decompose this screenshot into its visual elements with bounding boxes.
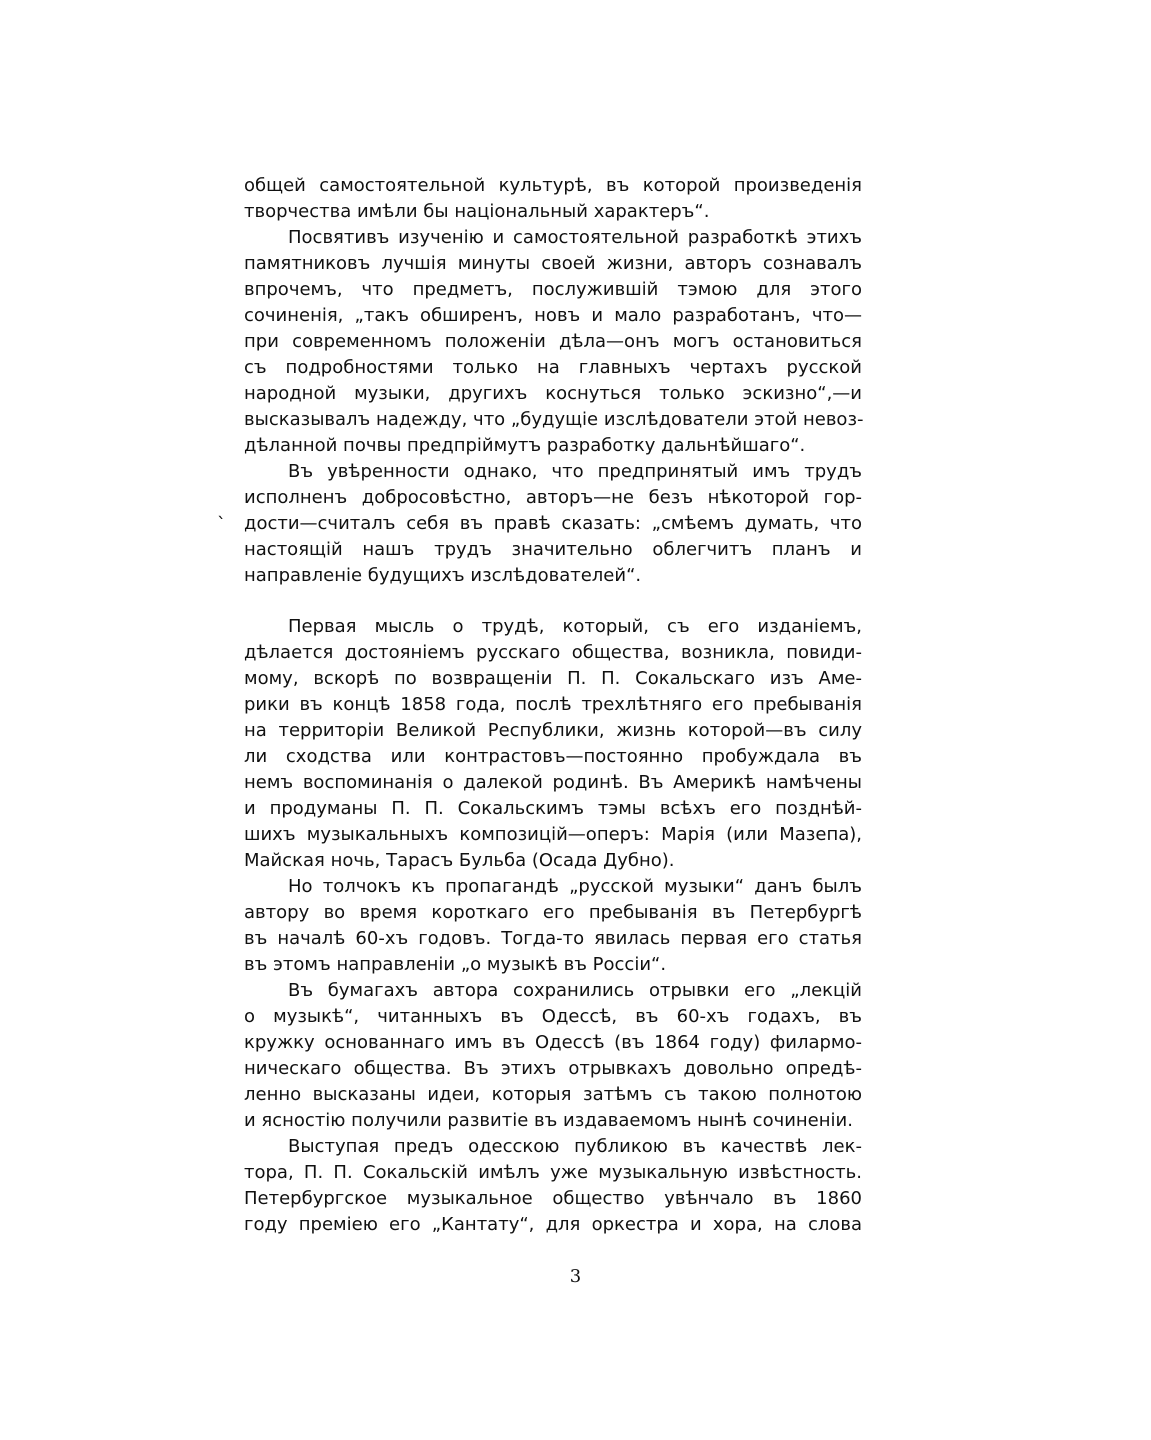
text-line: Но толчокъ къ пропагандѣ „русской музыки“ данъ былъ [288, 876, 862, 897]
text-line: ли сходства или контрастовъ—постоянно пробуждала въ [244, 746, 862, 767]
text-line: на территоріи Великой Республики, жизнь которой—въ силу [244, 720, 862, 741]
text-line: памятниковъ лучшія минуты своей жизни, авторъ сознавалъ [244, 253, 862, 274]
text-line: ническаго общества. Въ этихъ отрывкахъ довольно опредѣ- [244, 1058, 862, 1079]
text-line: тора, П. П. Сокальскій имѣлъ уже музыкальную извѣстность. [244, 1162, 862, 1183]
text-line: мому, вскорѣ по возвращеніи П. П. Сокальскаго изъ Аме- [244, 668, 862, 689]
text-line: сочиненія, „такъ обширенъ, новъ и мало разработанъ, что— [244, 305, 862, 326]
text-line: автору во время короткаго его пребыванія въ Петербургѣ [244, 902, 862, 923]
text-line: съ подробностями только на главныхъ чертахъ русской [244, 357, 862, 378]
text-line: и ясностію получили развитіе въ издаваемомъ нынѣ сочиненіи. [244, 1110, 853, 1131]
text-line: кружку основаннаго имъ въ Одессѣ (въ 1864 году) филармо- [244, 1032, 862, 1053]
text-line: Посвятивъ изученію и самостоятельной разработкѣ этихъ [288, 227, 862, 248]
text-line: дѣланной почвы предпріймутъ разработку дальнѣйшаго“. [244, 435, 806, 456]
margin-mark: ` [217, 514, 226, 535]
text-line: высказывалъ надежду, что „будущіе изслѣдователи этой невоз- [244, 409, 864, 430]
text-line: немъ воспоминанія о далекой родинѣ. Въ Америкѣ намѣчены [244, 772, 862, 793]
page-number: 3 [569, 1266, 582, 1287]
text-line: году преміею его „Кантату“, для оркестра и хора, на слова [244, 1214, 862, 1235]
text-line: ленно высказаны идеи, которыя затѣмъ съ такою полнотою [244, 1084, 862, 1105]
text-line: народной музыки, другихъ коснуться только эскизно“,—и [244, 383, 862, 404]
text-line: настоящій нашъ трудъ значительно облегчитъ планъ и [244, 539, 862, 560]
text-line: шихъ музыкальныхъ композицій—оперъ: Марія (или Мазепа), [244, 824, 862, 845]
text-line: творчества имѣли бы національный характеръ“. [244, 201, 710, 222]
text-line: Майская ночь, Тарасъ Бульба (Осада Дубно). [244, 850, 675, 871]
text-line: Въ бумагахъ автора сохранились отрывки его „лекцій [288, 980, 862, 1001]
text-line: рики въ концѣ 1858 года, послѣ трехлѣтняго его пребыванія [244, 694, 862, 715]
text-line: Выступая предъ одесскою публикою въ качествѣ лек- [288, 1136, 862, 1157]
text-line: въ этомъ направленіи „о музыкѣ въ Россіи“. [244, 954, 667, 975]
text-line: и продуманы П. П. Сокальскимъ тэмы всѣхъ его позднѣй- [244, 798, 862, 819]
text-line: Петербургское музыкальное общество увѣнчало въ 1860 [244, 1188, 862, 1209]
text-line: Въ увѣренности однако, что предпринятый имъ трудъ [288, 461, 862, 482]
text-line: впрочемъ, что предметъ, послужившій тэмою для этого [244, 279, 862, 300]
text-line: въ началѣ 60-хъ годовъ. Тогда-то явилась первая его статья [244, 928, 862, 949]
text-line: Первая мысль о трудѣ, который, съ его изданіемъ, [288, 616, 862, 637]
text-line: дости—считалъ себя въ правѣ сказать: „смѣемъ думать, что [244, 513, 862, 534]
text-line: общей самостоятельной культурѣ, въ которой произведенія [244, 175, 862, 196]
text-line: о музыкѣ“, читанныхъ въ Одессѣ, въ 60-хъ годахъ, въ [244, 1006, 862, 1027]
text-line: исполненъ добросовѣстно, авторъ—не безъ нѣкоторой гор- [244, 487, 862, 508]
text-line: дѣлается достояніемъ русскаго общества, возникла, повиди- [244, 642, 862, 663]
text-line: направленіе будущихъ изслѣдователей“. [244, 565, 642, 586]
text-line: при современномъ положеніи дѣла—онъ могъ остановиться [244, 331, 862, 352]
